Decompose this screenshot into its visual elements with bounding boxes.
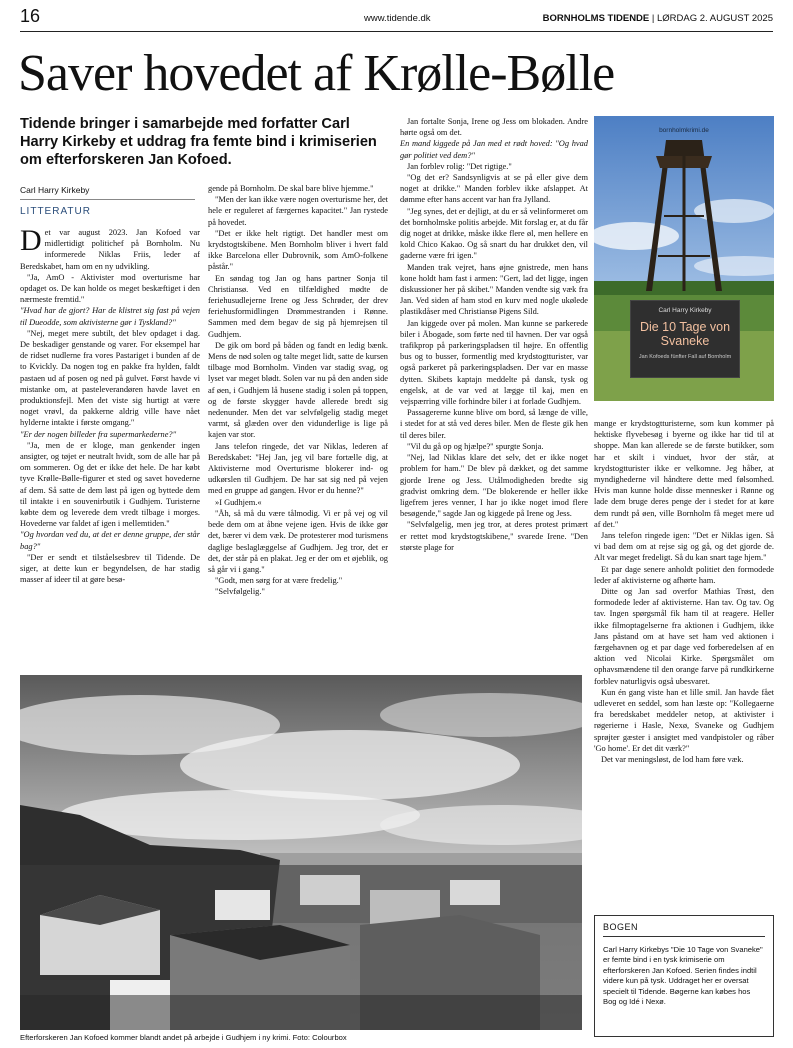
lead-paragraph: Tidende bringer i samarbejde med forfatter Carl Harry Kirkeby et uddrag fra femte bind i krimiserien om efterforskeren Jan Kofoed. <box>20 116 377 168</box>
cover-site-text: bornholmkrimi.de <box>659 127 709 134</box>
paragraph: "Godt, men sørg for at være fredelig." <box>215 576 343 586</box>
byline: Carl Harry Kirkeby <box>20 185 195 200</box>
article-column-2 <box>208 183 388 665</box>
paper-date-line <box>543 13 773 24</box>
gudhjem-photo <box>20 675 582 1030</box>
cover-author: Carl Harry Kirkeby <box>658 307 712 314</box>
paragraph: mange er krydstogtturisterne, som kun kommer på hektiske flyvebesøg i byerne og ikke har tid til at shoppe. Man kan allerede se de første butikker, som har et skilt i vinduet, hvor der står, at krydstogtturister ikke er velkomne. Jeg håber, at myndighederne vil håndtere dette med følsomhed. Hvis man kunne holde disse mennesker i Rønne og lade dem bruge deres penge der i stedet for at køre dem rundt på øen, ville Bornholm få meget mere ud af det." <box>594 419 774 529</box>
question-paragraph: En mand kiggede på Jan med et rødt hoved: "Og hvad gør politiet ved dem?" <box>400 139 588 160</box>
paragraph: De gik om bord på båden og fandt en ledig bænk. Mens de nød solen og talte meget lidt, satte de kursen tilbage mod Bornholm. Vinden var stadig svag, og lyset var meget blødt. Solen var nu på den anden side af øen, i Gudhjem lå husene stadig i solen på toppen, og de første skygger havde allerede bredt sig nedenunder. Men det var selvfølgelig stadig meget varmt, så glæden over den vidunderlige is lige på kajen var stor. <box>208 340 388 440</box>
drop-cap: D <box>20 227 42 257</box>
paragraph: Ditte og Jan sad overfor Mathias Trøst, den formodede leder af aktivisterne. Han tav. Og tav. Og tav. Ingen spørgsmål fik ham til at reagere. Heller ikke filmoptagelserne fra aktionen i Gudhjem, ikke Jans påstand om at have set ham ved aktionen i færgehavnen og et par dage ved forberedelsen af en aktion ved Nicolai Kirke. Spørgsmålet om ophavsmændene til den orange farve på rundkirkerne forblev naturligvis også ubesvaret. <box>594 587 774 686</box>
section-label: LITTERATUR <box>20 206 91 217</box>
cover-title-box <box>630 300 740 378</box>
article-column-1 <box>20 227 200 647</box>
cover-title: Die 10 Tage von Svaneke <box>639 320 731 348</box>
issue-date: | LØRDAG 2. AUGUST 2025 <box>649 13 773 24</box>
paragraph: "Men der kan ikke være nogen overturisme her, det hele er reguleret af færgernes kapacitet." Jan rystede på hovedet. <box>208 195 388 227</box>
paragraph: "Ja, AmO - Aktivister mod overturisme har opdaget os. De kan holde os meget beskæftiget i den nærmeste fremtid." <box>20 272 200 305</box>
paragraph: Jan forblev rolig: "Det rigtige." <box>407 161 512 171</box>
paragraph: "Og det er? Sandsynligvis at se på eller give dem noget at drikke." Manden forblev ikke afslappet. At dømme efter hans accent var han fra Jylland. <box>400 173 588 205</box>
article-column-3 <box>400 116 588 662</box>
paragraph: "Selvfølgelig." <box>215 587 265 597</box>
paragraph: "Nej, meget mere subtilt, det blev opdaget i dag. De beskadiger genstande og varer. For eksempel har de ridset nudlerne fra vores Pastariget i bunden af de to Kvickly. Da nogen tog en pakke fra hylden, faldt pastaen ud af posen og ned på gulvet. Først havde vi mistanke om, at pasteleverandøren havde lavet en produktionsfejl. Men det viste sig hurtigt at være noget vrøvl, da pakkerne aldrig ville have nået hylderne intakte i første omgang." <box>20 328 200 428</box>
paragraph: Jan fortalte Sonja, Irene og Jess om blokaden. Andre hørte også om det. <box>400 117 588 138</box>
paragraph: Jans telefon ringede, det var Niklas, lederen af Beredskabet: "Hej Jan, jeg vil bare fortælle dig, at Aktivisterne mod Overturisme blokerer ind- og udkørslen til Gudhjem. De har sat sig ned på vejen med en gruppe ad gangen. Hvor er du henne?" <box>208 441 388 496</box>
fact-box-text: Carl Harry Kirkebys "Die 10 Tage von Svaneke" er femte bind i en tysk krimiserie om efterforskeren Jan Kofoed. Serien findes indtil videre kun på tysk. Uddraget her er oversat specielt til Tidende. Bøgerne kan købes hos Bog og Idé i Nexø. <box>603 945 763 1007</box>
paragraph: "Vil du gå op og hjælpe?" spurgte Sonja. <box>407 441 544 451</box>
paragraph: Det var meningsløst, de lod ham føre væk. <box>601 755 744 765</box>
paragraph: Manden trak vejret, hans øjne gnistrede, men hans kone holdt ham fast i armen: "Gert, lad det ligge, ingen diskussioner her på skibet." Manden vendte sig væk fra Jan. Ved siden af ham stod en kurv med nogle ukølede plastikdåser med Christiansø Pigens Sild. <box>400 262 588 317</box>
site-url[interactable]: www.tidende.dk <box>364 13 431 24</box>
paragraph: Et par dage senere anholdt politiet den formodede leder af aktivisterne og afhørte ham. <box>594 564 774 585</box>
paragraph: Jan kiggede over på molen. Man kunne se parkerede biler i Åbogade, som førte ned til havnen. Der var også trafikprop på parkeringspladsen til højre. En offentlig bus og to busser, formentlig med krydstogtturister, var også parkeret på parkeringspladsen. Der var en masse dytten. Skibets kaptajn meddelte på dansk, tysk og engelsk, at de var ved at lægge til kaj, men en vejspærring ville forhindre biler i at forlade Gudhjem. <box>400 318 588 407</box>
paragraph: Jans telefon ringede igen: "Det er Niklas igen. Så vi bad dem om at rejse sig og gå, og det gjorde de. Alt var meget fredeligt. Så du kan snart tage hjem." <box>594 531 774 563</box>
paragraph: gende på Bornholm. De skal bare blive hjemme." <box>208 184 374 193</box>
question-paragraph: "Og hvordan ved du, at det er denne gruppe, der står bag?" <box>20 530 200 551</box>
paragraph: »I Gudhjem.« <box>215 497 262 507</box>
page-header <box>20 6 773 32</box>
paragraph: En søndag tog Jan og hans partner Sonja til Christiansø. Ved en tilfældighed mødte de feriehusudlejerne Irene og Jess Schrøder, der drev feriehusformidlingen Drømmestranden i Rønne. Sammen med dem begav de sig på hjemrejsen til Gudhjem. <box>208 273 388 339</box>
question-paragraph: "Hvad har de gjort? Har de klistret sig fast på vejen til Dueodde, som aktivisterne gør i Tyskland?" <box>20 306 200 327</box>
paragraph-text: et var august 2023. Jan Kofoed var midlertidigt politichef på Bornholm. Nu informerede Niklas Friis, leder af Beredskabet, ham om en ny udvikling. <box>20 228 200 271</box>
paragraph: "Det er ikke helt rigtigt. Det handler mest om krydstogtskibene. Men Bornholm bliver i hvert fald ikke Barcelona eller Dubrovnik, som AmO-folkene påstår." <box>208 228 388 272</box>
paragraph: "Ja, men de er kloge, man genkender ingen ansigter, og tøjet er neutralt hvidt, som de alle har på om sommeren. Og det er ikke det hele. De har købt tyve Krølle-Bølle-figurer et sted og savet hovederne af dem. Så satte de dem løst på igen og byttede dem til intakte i en souvenirbutik i Gudhjem. Turisterne købte dem og leverede dem vredt tilbage i morges. Hovederne var faldet af igen i mellemtiden." <box>20 440 200 529</box>
question-paragraph: "Er der nogen billeder fra supermarkederne?" <box>20 429 177 439</box>
book-cover-image <box>594 116 774 401</box>
paragraph: "Selvfølgelig, men jeg tror, at deres protest primært er rettet mod krydstogtskibene," svarede Irene. "Den største plage for <box>400 520 588 552</box>
fact-box <box>594 915 774 1037</box>
paragraph: "Nej, lad Niklas klare det selv, det er ikke noget problem for ham." De blev på dækket, og det samme gjorde Irene og Jess. Utålmodigheden bredte sig gradvist omkring dem. "De blokerende er heller ikke ligefrem jeres venner, I har jo ikke noget imod flere besøgende," sagde Jan og kiggede på Irene og Jess. <box>400 453 588 519</box>
paragraph: Passagererne kunne blive om bord, så længe de ville, i stedet for at stå ved deres biler. Men de fleste gik hen til deres biler. <box>400 408 588 440</box>
article-column-4 <box>594 418 774 852</box>
paragraph: "Jeg synes, det er dejligt, at du er så velinformeret om det bornholmske politis arbejde. Mit forslag er, at du får dig noget at drikke, måske ikke flere øl, men hellere en kold Chico Kakao. Og så snart du har drukket den, vil gaderne være fri igen." <box>400 206 588 261</box>
paragraph <box>20 227 200 272</box>
paper-name: BORNHOLMS TIDENDE <box>542 13 650 24</box>
fact-box-title: BOGEN <box>603 922 765 937</box>
cover-subtitle: Jan Kofoeds fünfter Fall auf Bornholm <box>638 354 732 360</box>
photo-caption: Efterforskeren Jan Kofoed kommer blandt andet på arbejde i Gudhjem i ny krimi. Foto: Colourbox <box>20 1033 347 1042</box>
paragraph: "Der er sendt et tilståelsesbrev til Tidende. De siger, at dette kun er begyndelsen, de har stadig masser af ideer til at gøre besø- <box>20 552 200 585</box>
page-number: 16 <box>20 6 41 26</box>
paragraph: Kun én gang viste han et lille smil. Jan havde fået udleveret en seddel, som han læste op: "Kollegaerne fra beredskabet meddeler netop, at aktivister i røgerierne i Hasle, Nexø, Svaneke og Gudhjem sprøjter gæster i ansigtet med vandpistoler og råber 'Go home'. Er det dit værk?" <box>594 687 774 753</box>
headline: Saver hovedet af Krølle-Bølle <box>18 45 615 102</box>
paragraph: "Åh, så må du være tålmodig. Vi er på vej og vil bede dem om at åbne vejene igen. Hvis de ikke gør det, bærer vi dem væk. De protesterer mod turismens daglige beslaglæggelse af Gudhjem. Jeg tror, det er det, der står på en plakat. Jeg er der om et øjeblik, og så går vi i gang." <box>208 508 388 574</box>
